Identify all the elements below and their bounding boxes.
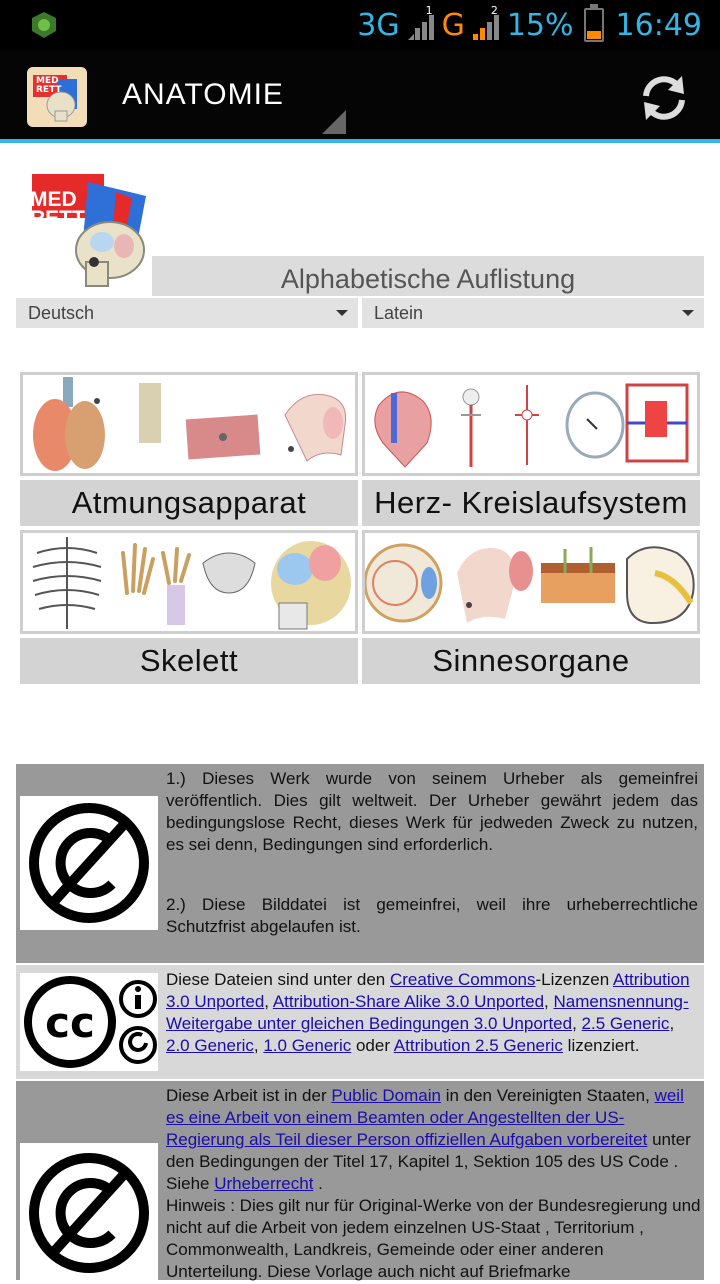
license-2-text: [166, 969, 702, 1057]
license-2-text-8: oder: [351, 1036, 394, 1055]
link-2-0-generic[interactable]: 2.0 Generic: [166, 1036, 254, 1055]
link-1-0-generic[interactable]: 1.0 Generic: [263, 1036, 352, 1055]
status-bar: [0, 0, 720, 50]
respiratory-image[interactable]: [20, 372, 358, 476]
chevron-down-icon: [336, 310, 348, 316]
link-2-5-generic[interactable]: 2.5 Generic: [581, 1014, 670, 1033]
status-right: [357, 4, 702, 46]
license-2-text-5: ,: [572, 1014, 582, 1033]
app-icon-text: MED RETT: [36, 76, 62, 95]
license-2-text-6: ,: [669, 1014, 675, 1033]
tile-sensory-label[interactable]: Sinnesorgane: [362, 638, 700, 684]
public-domain-icon: [20, 796, 158, 930]
signal-1-icon: [406, 4, 436, 40]
signal-2-icon: [471, 4, 501, 40]
public-domain-icon: [20, 1143, 158, 1280]
license-1-paragraph-1: 1.) Dieses Werk wurde von seinem Urheber als gemeinfrei veröffentlich. Dies gilt weltweit. Der Urheber gewährt jedem das bedingungslose Recht, dieses Werk für jedweden Zweck zu nutzen, es sei denn, Bedingungen sind erforderlich.: [166, 769, 698, 854]
network-type-1: 3G: [357, 7, 400, 43]
action-bar: [0, 50, 720, 143]
language-select-left-value: Deutsch: [28, 303, 95, 323]
license-3-text-1: Diese Arbeit ist in der: [166, 1086, 332, 1105]
battery-percent: 15%: [506, 7, 574, 43]
tile-skeleton-label[interactable]: Skelett: [20, 638, 358, 684]
sim-1-label: 1: [425, 4, 433, 17]
link-attribution-3-unported[interactable]: Attribution 3.0 Unported: [166, 970, 690, 1011]
tile-cardiovascular-label[interactable]: Herz- Kreislaufsystem: [362, 480, 700, 526]
alphabetical-list-button[interactable]: Alphabetische Auflistung: [152, 256, 704, 296]
link-namensnennung[interactable]: Namensnennung-Weitergabe unter gleichen Bedingungen 3.0 Unported: [166, 992, 689, 1033]
link-urheberrecht[interactable]: Urheberrecht: [214, 1174, 314, 1193]
license-3-text-2: in den Vereinigten Staaten,: [440, 1086, 655, 1105]
language-select-left[interactable]: [16, 298, 358, 328]
app-icon[interactable]: [27, 67, 87, 127]
cardiovascular-image[interactable]: [362, 372, 700, 476]
network-type-2: G: [441, 7, 465, 43]
license-3-text-4: .: [313, 1174, 323, 1193]
license-panel-creative-commons: [16, 965, 704, 1079]
license-2-text-3: ,: [264, 992, 273, 1011]
logo-text-1: MED: [30, 188, 77, 211]
shield-notification-icon: [30, 11, 58, 39]
tile-respiratory-label[interactable]: Atmungsapparat: [20, 480, 358, 526]
license-2-text-1: Diese Dateien sind unter den: [166, 970, 390, 989]
license-3-text-3: unter den Bedingungen der Titel 17, Kapitel 1, Sektion 105 des US Code . Siehe: [166, 1130, 691, 1193]
sensory-organs-image[interactable]: [362, 530, 700, 634]
skeleton-image[interactable]: [20, 530, 358, 634]
clock: 16:49: [615, 7, 702, 43]
medrett-logo: [28, 172, 148, 290]
language-select-right-value: Latein: [374, 303, 424, 323]
chevron-down-icon: [682, 310, 694, 316]
license-2-text-2: -Lizenzen: [535, 970, 613, 989]
link-attribution-share-alike[interactable]: Attribution-Share Alike 3.0 Unported: [272, 992, 545, 1011]
refresh-icon[interactable]: [638, 72, 690, 124]
language-select-right[interactable]: [362, 298, 704, 328]
link-attribution-2-5-generic[interactable]: Attribution 2.5 Generic: [393, 1036, 563, 1055]
creative-commons-icon: [20, 973, 158, 1071]
battery-icon: [584, 8, 604, 42]
skeleton-illustration-icon: [23, 533, 355, 631]
license-2-text-4: ,: [544, 992, 549, 1011]
license-1-paragraph-2: 2.) Diese Bilddatei ist gemeinfrei, weil ihre urheberrechtliche Schutzfrist abgelaufen ist.: [166, 895, 698, 936]
page-title[interactable]: ANATOMIE: [122, 78, 284, 111]
eye-ear-illustration-icon: [365, 533, 697, 631]
sim-2-label: 2: [490, 4, 498, 17]
link-us-government-work[interactable]: weil es eine Arbeit von einem Beamten oder Angestellten der US-Regierung als Teil dieser Person offiziellen Aufgaben vorbereitet: [166, 1086, 684, 1149]
logo-text-2: RETT: [30, 207, 85, 230]
svg-text:cc: cc: [45, 998, 95, 1047]
license-3-note: Hinweis : Dies gilt nur für Original-Werke von der Bundesregierung und nicht auf die Arbeit von jedem einzelnen US-Staat , Territorium , Commonwealth, Landkreis, Gemeinde oder einer anderen Unterteilung. Diese Vorlage auch nicht auf Briefmarke: [166, 1196, 701, 1281]
dropdown-indicator-icon[interactable]: [322, 110, 346, 134]
license-2-text-9: lizenziert.: [562, 1036, 640, 1055]
license-panel-public-domain: [16, 764, 704, 963]
lungs-illustration-icon: [23, 375, 355, 473]
heart-illustration-icon: [365, 375, 697, 473]
link-public-domain[interactable]: Public Domain: [331, 1086, 441, 1105]
license-panel-us-government: [16, 1081, 704, 1280]
license-2-text-7: ,: [253, 1036, 264, 1055]
license-3-text: [166, 1085, 702, 1283]
link-creative-commons[interactable]: Creative Commons: [389, 970, 536, 989]
